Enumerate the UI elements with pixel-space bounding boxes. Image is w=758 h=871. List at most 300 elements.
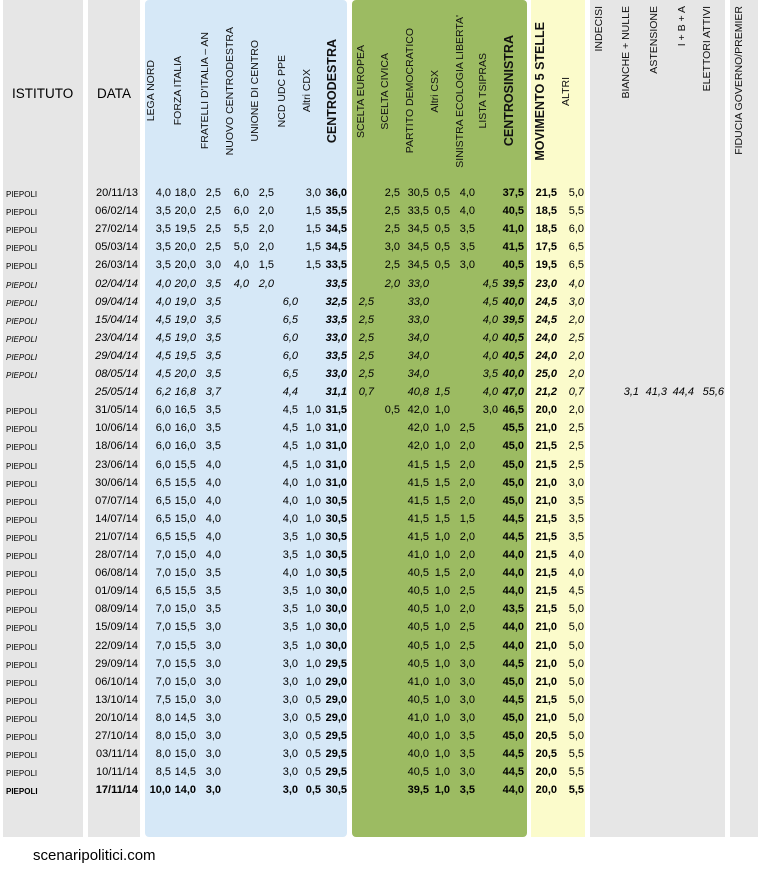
row-date: 21/07/14 [95,530,138,543]
row-value: 40,5 [407,567,429,580]
row-value: 2,0 [384,277,400,290]
row-value: 3,1 [623,386,639,399]
row-value: 3,5 [155,223,171,236]
row-value: 3,5 [568,494,584,507]
row-value: 29,0 [325,711,347,724]
row-value: 19,5 [535,259,557,272]
row-value: 6,0 [233,205,249,218]
row-value: 0,5 [434,205,450,218]
row-istituto: PIEPOLI [6,316,38,326]
row-value: 8,5 [155,766,171,779]
row-value: 0,5 [434,187,450,199]
header-centrosinistra: CENTROSINISTRA [502,35,516,147]
row-value: 31,0 [325,458,347,471]
row-value: 3,0 [459,675,475,688]
row-value: 31,0 [325,422,347,435]
row-value: 15,0 [174,603,196,616]
istituto-header: ISTITUTO [12,86,74,101]
row-value: 15,5 [174,458,196,471]
row-value: 5,0 [568,639,584,652]
row-value: 15,5 [174,621,196,634]
row-value: 21,0 [535,621,557,634]
row-value: 4,0 [459,187,475,199]
row-value: 1,0 [434,693,450,706]
row-value: 4,5 [155,368,171,380]
row-value: 4,5 [282,440,298,453]
row-value: 7,0 [155,621,171,634]
row-value: 45,0 [502,458,524,471]
row-value: 4,0 [482,386,498,399]
row-value: 18,5 [535,223,557,236]
header-altri: ALTRI [560,76,572,106]
row-value: 21,5 [535,603,557,616]
row-value: 1,0 [305,458,321,471]
header-sel: SINISTRA ECOLOGIA LIBERTA' [454,14,466,168]
row-value: 3,0 [205,657,221,670]
row-value: 15,0 [174,730,196,742]
row-value: 3,0 [459,693,475,706]
row-date: 15/04/14 [95,313,138,326]
row-value: 1,0 [434,621,450,634]
row-value: 1,0 [305,530,321,543]
row-value: 40,5 [407,603,429,616]
row-value: 2,5 [205,223,221,236]
row-value: 31,5 [325,404,347,417]
row-value: 6,5 [155,585,171,598]
row-value: 3,0 [459,259,475,272]
row-value: 4,0 [482,331,498,344]
row-value: 0,5 [305,711,321,724]
row-value: 5,0 [233,241,249,254]
row-value: 3,0 [459,711,475,724]
row-value: 0,5 [434,241,450,254]
row-value: 1,0 [305,585,321,598]
row-value: 47,0 [502,386,524,399]
row-value: 34,5 [407,241,429,254]
row-value: 4,5 [482,295,498,308]
row-value: 3,5 [282,549,298,561]
row-value: 3,0 [282,657,298,670]
row-value: 40,5 [502,349,524,362]
row-value: 2,5 [258,187,274,199]
row-value: 1,0 [434,639,450,652]
row-value: 1,0 [434,549,450,561]
row-value: 4,0 [205,476,221,489]
row-value: 3,5 [282,621,298,634]
header-lega-nord: LEGA NORD [145,60,157,122]
row-value: 31,1 [325,386,347,399]
row-value: 4,5 [568,585,584,598]
row-value: 2,0 [258,241,274,254]
row-value: 55,6 [702,386,724,399]
row-value: 33,5 [325,349,347,362]
row-value: 21,0 [535,657,557,670]
row-value: 2,5 [384,259,400,272]
row-value: 3,5 [459,784,475,797]
row-date: 17/11/14 [95,784,138,797]
row-value: 1,0 [305,603,321,616]
row-value: 1,0 [305,494,321,507]
row-value: 3,0 [205,730,221,742]
row-value: 33,5 [325,277,347,290]
row-value: 2,5 [358,331,374,344]
row-value: 21,0 [535,422,557,435]
row-value: 4,0 [155,295,171,308]
row-istituto: PIEPOLI [6,624,38,634]
row-value: 5,0 [568,187,584,199]
row-value: 5,5 [568,784,584,797]
row-value: 19,5 [174,349,196,362]
row-value: 20,0 [535,404,557,417]
row-value: 2,5 [358,368,374,380]
row-istituto: PIEPOLI [6,407,38,417]
row-value: 3,5 [205,331,221,344]
row-value: 44,5 [502,512,524,525]
row-value: 41,5 [407,530,429,543]
row-value: 1,0 [434,440,450,453]
row-istituto: PIEPOLI [6,515,38,525]
row-value: 8,0 [155,711,171,724]
row-value: 1,0 [305,639,321,652]
row-istituto: PIEPOLI [6,751,38,761]
row-value: 2,0 [568,313,584,326]
row-value: 37,5 [502,187,524,199]
row-value: 44,0 [502,639,524,652]
row-value: 17,5 [535,241,557,254]
row-date: 26/03/14 [95,259,138,272]
row-value: 15,5 [174,657,196,670]
header-bianche-nulle: BIANCHE + NULLE [620,6,632,99]
row-value: 1,5 [434,494,450,507]
row-date: 01/09/14 [95,585,138,598]
row-value: 30,0 [325,603,347,616]
row-value: 3,5 [205,313,221,326]
row-value: 16,8 [174,386,196,399]
row-value: 40,0 [502,368,524,380]
row-value: 24,0 [535,349,557,362]
row-istituto: PIEPOLI [6,244,38,254]
row-value: 7,0 [155,603,171,616]
row-value: 3,5 [459,223,475,236]
row-date: 29/04/14 [95,349,138,362]
row-date: 03/11/14 [95,748,138,761]
header-altri-csx: Altri CSX [429,69,441,113]
row-value: 33,0 [407,277,429,290]
row-value: 4,5 [282,458,298,471]
row-value: 18,0 [174,187,196,199]
row-value: 1,0 [434,730,450,742]
row-value: 15,5 [174,639,196,652]
row-istituto: PIEPOLI [6,533,38,543]
row-value: 20,0 [174,368,196,380]
row-value: 3,5 [205,349,221,362]
row-value: 40,0 [407,730,429,742]
row-value: 44,0 [502,585,524,598]
row-value: 3,0 [205,693,221,706]
row-value: 6,5 [155,530,171,543]
row-value: 41,3 [645,386,667,399]
row-value: 7,5 [155,693,171,706]
row-value: 5,0 [568,693,584,706]
row-value: 1,0 [305,440,321,453]
row-value: 4,5 [282,404,298,417]
row-value: 21,5 [535,693,557,706]
row-istituto: PIEPOLI [6,461,38,471]
row-value: 5,5 [568,748,584,761]
row-value: 2,0 [459,440,475,453]
row-istituto: PIEPOLI [6,262,38,272]
header-iba: I + B + A [676,6,688,47]
row-value: 4,0 [205,512,221,525]
row-value: 3,5 [282,603,298,616]
row-value: 44,5 [502,693,524,706]
row-value: 2,5 [459,422,475,435]
row-istituto: PIEPOLI [6,352,38,362]
row-value: 3,5 [155,259,171,272]
row-value: 35,5 [325,205,347,218]
row-value: 5,0 [568,711,584,724]
row-value: 2,0 [459,458,475,471]
row-value: 2,0 [568,349,584,362]
row-value: 1,0 [305,422,321,435]
row-value: 44,0 [502,567,524,580]
header-unione-di-centro: UNIONE DI CENTRO [249,40,261,142]
row-value: 21,0 [535,711,557,724]
row-value: 40,8 [407,386,429,399]
row-value: 16,0 [174,440,196,453]
row-value: 5,0 [568,730,584,742]
row-value: 6,5 [282,368,298,380]
row-value: 3,5 [459,748,475,761]
row-value: 20,0 [535,784,557,797]
row-value: 2,0 [568,368,584,380]
row-value: 1,0 [434,711,450,724]
row-value: 21,2 [535,386,557,399]
row-value: 15,5 [174,530,196,543]
row-value: 3,0 [568,476,584,489]
row-value: 34,5 [407,259,429,272]
row-value: 3,0 [282,711,298,724]
row-istituto: PIEPOLI [6,497,38,507]
row-date: 15/09/14 [95,621,138,634]
row-value: 0,5 [305,784,321,797]
row-value: 20,0 [174,241,196,254]
row-value: 3,5 [482,368,498,380]
row-value: 21,5 [535,512,557,525]
row-value: 1,0 [434,530,450,543]
row-value: 4,0 [568,549,584,561]
row-value: 45,0 [502,711,524,724]
row-value: 4,0 [459,205,475,218]
row-value: 4,0 [155,187,171,199]
row-date: 08/05/14 [95,368,138,380]
row-value: 6,5 [155,494,171,507]
row-value: 4,0 [568,567,584,580]
row-value: 1,5 [305,241,321,254]
row-date: 10/11/14 [95,766,138,779]
row-value: 40,5 [407,621,429,634]
row-value: 16,0 [174,422,196,435]
row-value: 3,5 [459,241,475,254]
row-value: 7,0 [155,549,171,561]
row-value: 6,5 [155,476,171,489]
row-value: 3,5 [205,585,221,598]
row-value: 40,5 [502,331,524,344]
row-value: 29,5 [325,748,347,761]
row-value: 44,5 [502,657,524,670]
row-value: 29,5 [325,657,347,670]
row-istituto: PIEPOLI [6,552,38,561]
row-value: 15,0 [174,675,196,688]
row-value: 41,5 [407,494,429,507]
row-value: 31,0 [325,440,347,453]
row-value: 6,0 [282,349,298,362]
row-date: 23/04/14 [95,331,138,344]
row-value: 2,0 [258,277,274,290]
row-value: 33,0 [325,368,347,380]
row-value: 5,5 [233,223,249,236]
row-value: 7,0 [155,675,171,688]
row-value: 1,0 [434,603,450,616]
row-value: 8,0 [155,730,171,742]
row-value: 19,5 [174,223,196,236]
row-value: 30,0 [325,585,347,598]
row-value: 40,5 [407,585,429,598]
row-value: 3,0 [205,711,221,724]
row-value: 20,5 [535,748,557,761]
row-value: 4,5 [282,422,298,435]
row-value: 3,0 [205,748,221,761]
row-value: 14,5 [174,766,196,779]
row-value: 41,5 [407,476,429,489]
row-value: 3,0 [282,766,298,779]
row-value: 6,0 [233,187,249,199]
row-value: 1,0 [305,621,321,634]
row-istituto: PIEPOLI [6,298,38,308]
row-value: 0,5 [305,748,321,761]
row-value: 45,0 [502,494,524,507]
row-value: 1,5 [434,476,450,489]
row-istituto: PIEPOLI [6,570,38,580]
row-value: 43,5 [502,603,524,616]
row-value: 40,5 [407,657,429,670]
row-value: 3,0 [459,657,475,670]
row-value: 4,0 [282,512,298,525]
row-value: 4,5 [482,277,498,290]
row-value: 20,5 [535,730,557,742]
row-value: 2,5 [568,440,584,453]
header-centrodestra: CENTRODESTRA [325,38,339,144]
row-value: 31,0 [325,476,347,489]
row-value: 5,0 [568,621,584,634]
row-value: 41,0 [502,223,524,236]
row-value: 4,0 [568,277,584,290]
row-value: 2,5 [358,295,374,308]
header-elettori-attivi: ELETTORI ATTIVI [701,6,713,92]
header-m5s: MOVIMENTO 5 STELLE [533,21,547,161]
row-date: 08/09/14 [95,603,138,616]
row-value: 7,0 [155,657,171,670]
row-value: 4,0 [233,277,249,290]
row-value: 44,5 [502,530,524,543]
row-value: 41,0 [407,549,429,561]
row-value: 40,5 [502,259,524,272]
row-value: 4,0 [282,476,298,489]
row-value: 15,5 [174,585,196,598]
row-value: 24,5 [535,295,557,308]
header-ncd-udc-ppe: NCD UDC PPE [276,54,288,128]
row-value: 3,5 [282,585,298,598]
row-value: 2,0 [459,549,475,561]
row-value: 3,5 [282,530,298,543]
row-value: 14,5 [174,711,196,724]
footer-source: scenaripolitici.com [33,847,156,864]
row-value: 15,0 [174,693,196,706]
row-value: 3,0 [205,639,221,652]
row-value: 5,0 [568,603,584,616]
row-value: 21,0 [535,639,557,652]
row-value: 30,5 [407,187,429,199]
row-value: 2,5 [384,205,400,218]
row-value: 6,0 [155,458,171,471]
row-value: 3,5 [205,567,221,580]
row-date: 30/06/14 [95,476,138,489]
row-value: 16,5 [174,404,196,417]
row-value: 10,0 [149,784,171,797]
row-value: 1,0 [434,422,450,435]
row-value: 3,0 [482,404,498,417]
row-value: 1,0 [305,512,321,525]
row-value: 45,0 [502,675,524,688]
row-value: 3,5 [205,277,221,290]
row-value: 7,0 [155,567,171,580]
row-value: 2,5 [568,458,584,471]
row-value: 4,5 [155,331,171,344]
row-value: 1,0 [434,675,450,688]
row-value: 6,0 [155,440,171,453]
row-value: 1,0 [434,657,450,670]
row-value: 39,5 [502,277,524,290]
row-value: 34,5 [407,223,429,236]
row-value: 44,4 [672,386,694,399]
row-value: 21,5 [535,440,557,453]
row-value: 2,5 [568,422,584,435]
row-value: 24,5 [535,313,557,326]
row-value: 45,5 [502,422,524,435]
header-indecisi: INDECISI [593,6,605,52]
row-value: 0,7 [568,386,584,399]
header-forza-italia: FORZA ITALIA [172,56,184,126]
row-istituto: PIEPOLI [6,733,38,742]
header-fratelli-italia: FRATELLI D'ITALIA – AN [199,32,211,150]
row-value: 2,0 [459,603,475,616]
row-date: 05/03/14 [95,241,138,254]
row-value: 15,0 [174,494,196,507]
row-value: 33,0 [407,295,429,308]
row-value: 1,0 [434,766,450,779]
row-value: 3,5 [205,404,221,417]
row-value: 3,0 [282,675,298,688]
row-date: 20/11/13 [95,187,138,199]
row-value: 3,5 [155,241,171,254]
row-value: 2,5 [384,187,400,199]
row-value: 30,5 [325,784,347,797]
row-value: 34,5 [325,241,347,254]
row-value: 4,0 [282,567,298,580]
row-istituto: PIEPOLI [6,769,38,779]
row-value: 40,5 [407,766,429,779]
row-value: 0,5 [384,404,400,417]
